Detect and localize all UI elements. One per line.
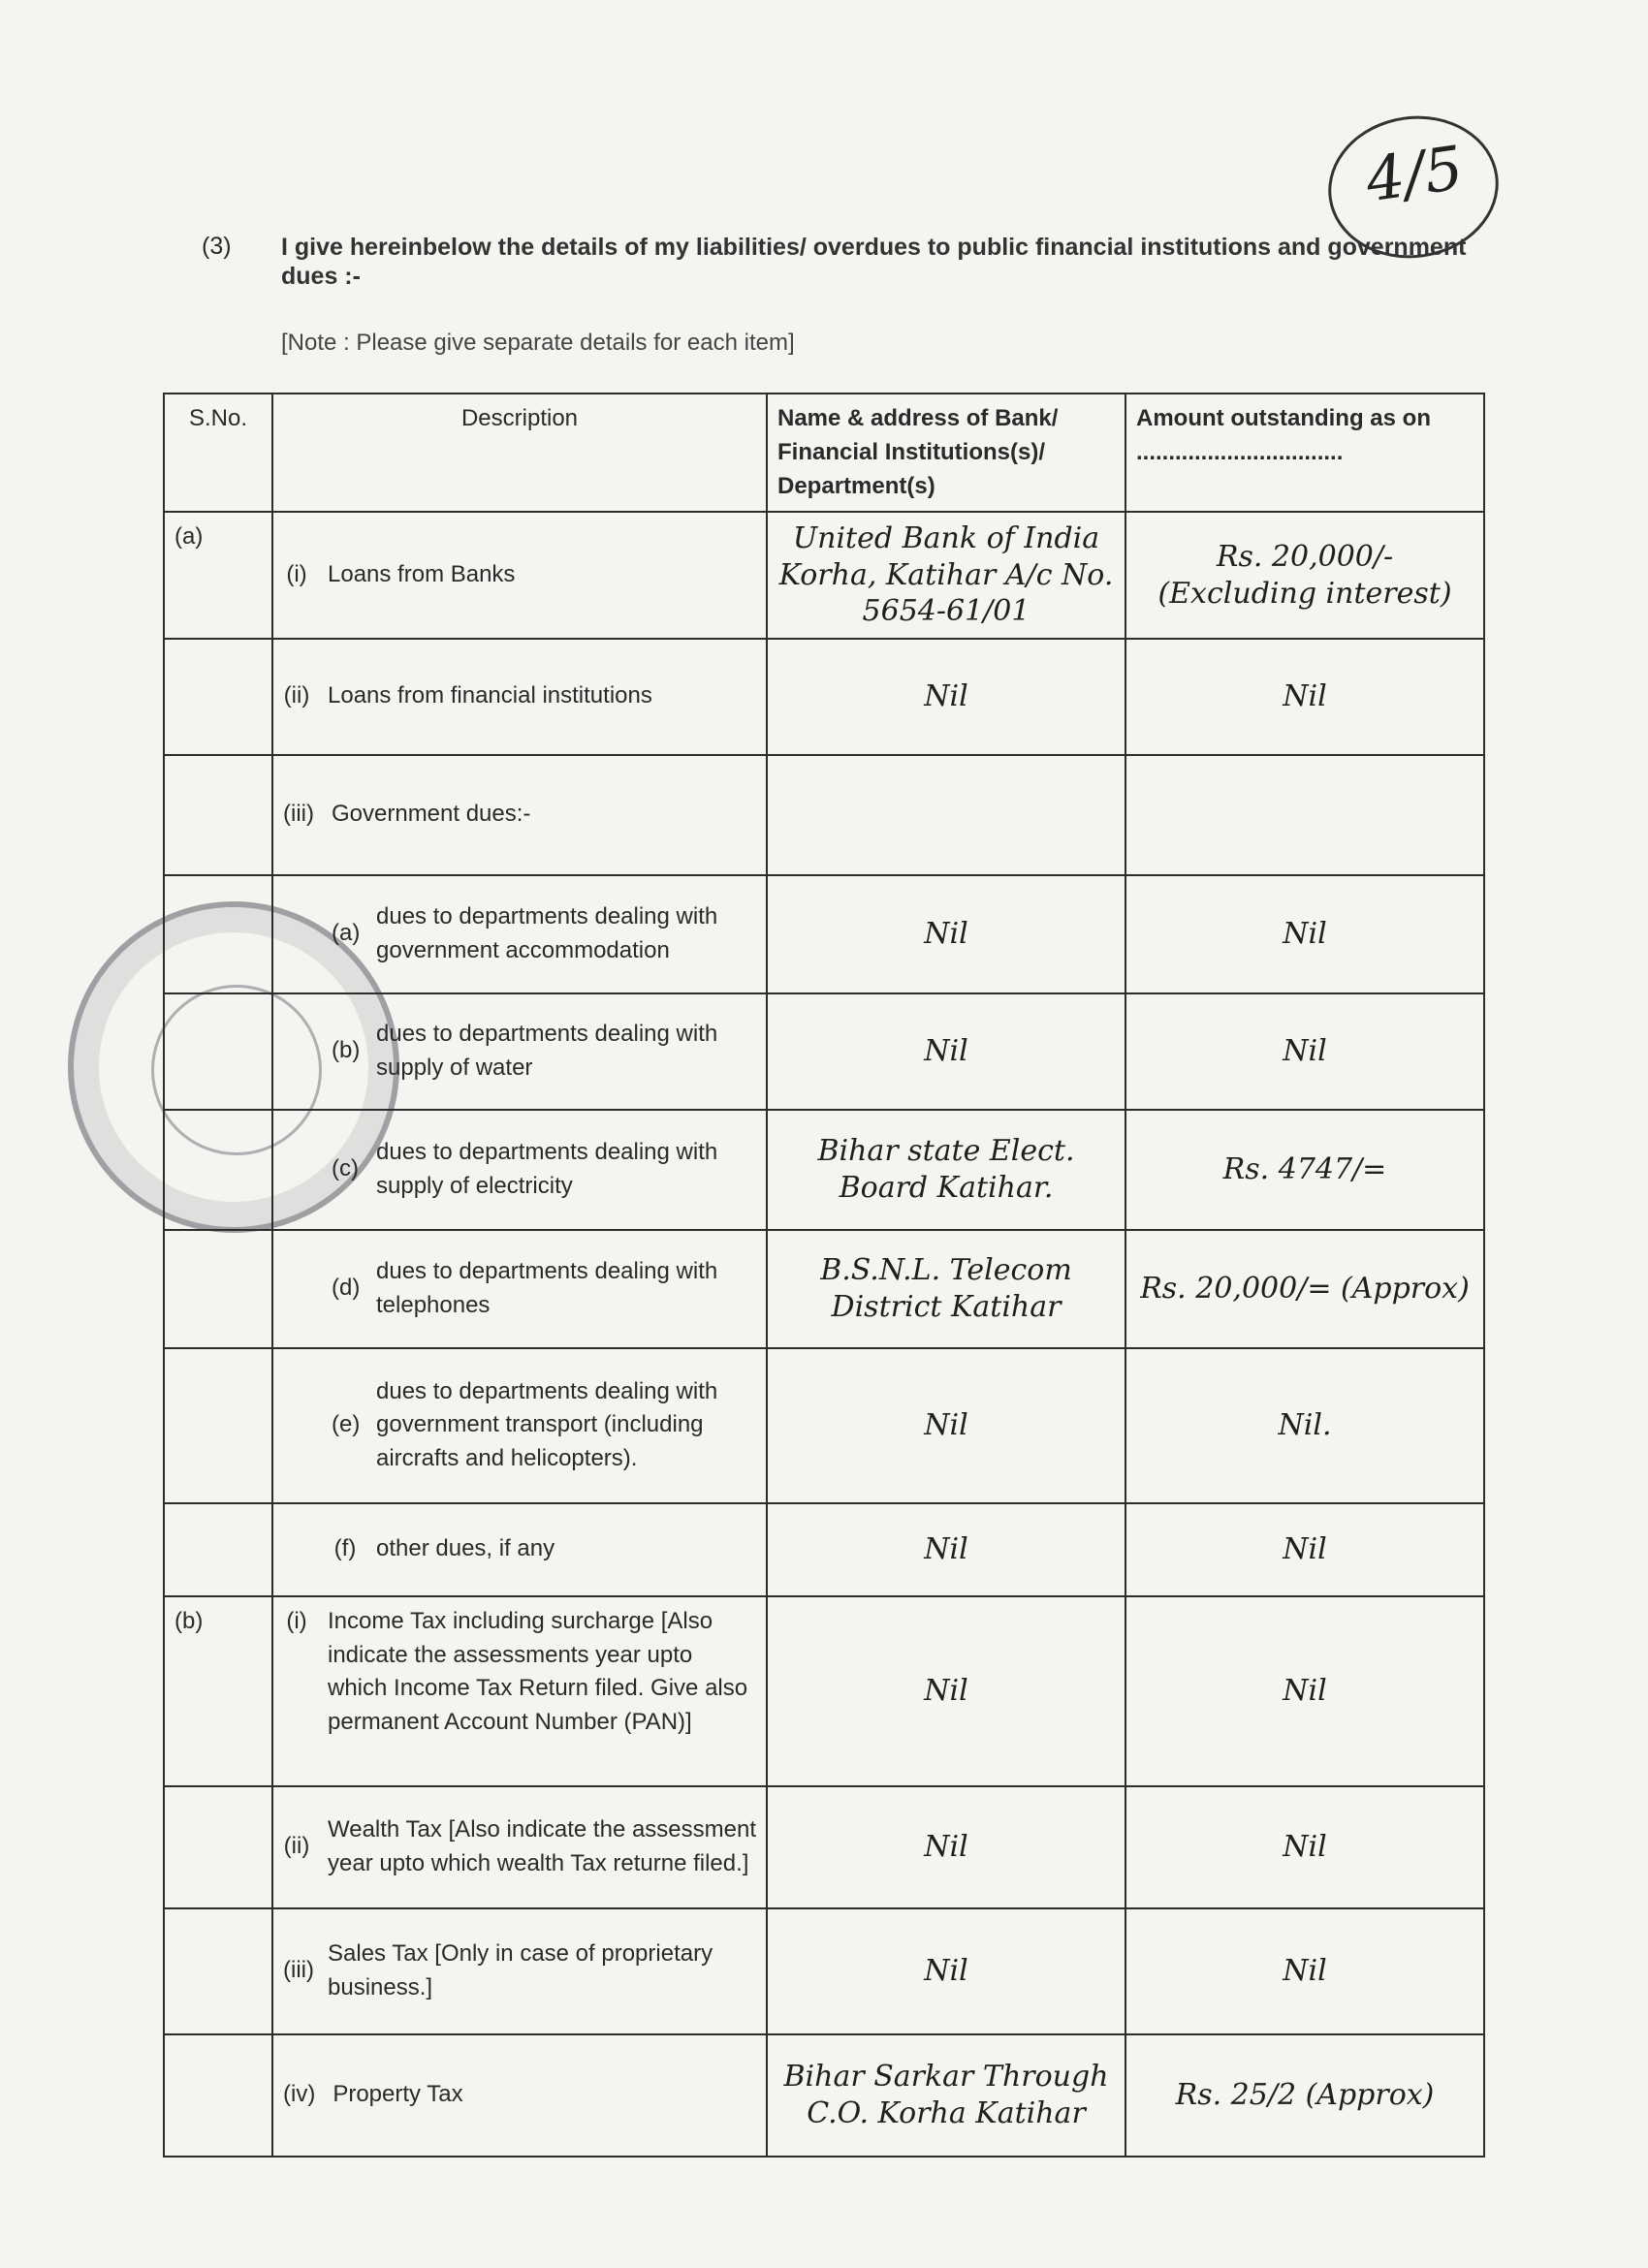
row-sno: (b) xyxy=(164,1596,272,1786)
row-number: (a) xyxy=(332,920,361,947)
row-number: (iii) xyxy=(283,1957,314,1984)
row-amount: Nil xyxy=(1125,1786,1484,1908)
row-number: (ii) xyxy=(283,682,310,709)
row-description-text: dues to departments dealing with telephones xyxy=(376,1258,718,1318)
row-number: (iv) xyxy=(283,2081,316,2108)
row-description xyxy=(272,993,767,1110)
row-number: (e) xyxy=(332,1411,361,1438)
row-sno xyxy=(164,993,272,1110)
row-sno xyxy=(164,1348,272,1503)
table-row xyxy=(164,1596,1484,1786)
row-description-text: dues to departments dealing with supply of electricity xyxy=(376,1139,718,1199)
row-description xyxy=(272,875,767,993)
row-sno xyxy=(164,1110,272,1230)
row-bank: Nil xyxy=(767,1908,1125,2034)
row-amount: Rs. 20,000/= (Approx) xyxy=(1125,1230,1484,1348)
row-sno xyxy=(164,1503,272,1596)
row-description xyxy=(272,1503,767,1596)
row-description-text: dues to departments dealing with government transport (including aircrafts and helicopters). xyxy=(376,1377,718,1472)
row-sno xyxy=(164,639,272,755)
header-description: Description xyxy=(272,394,767,512)
table-row xyxy=(164,1348,1484,1503)
table-row xyxy=(164,1786,1484,1908)
row-bank: B.S.N.L. Telecom District Katihar xyxy=(767,1230,1125,1348)
row-bank: Nil xyxy=(767,1786,1125,1908)
row-description xyxy=(272,1348,767,1503)
table-row xyxy=(164,512,1484,639)
section-index: (3) xyxy=(202,233,232,260)
table-row xyxy=(164,993,1484,1110)
header-amount: Amount outstanding as on ................................ xyxy=(1125,394,1484,512)
table-row xyxy=(164,755,1484,875)
row-description xyxy=(272,1230,767,1348)
row-amount: Rs. 25/2 (Approx) xyxy=(1125,2034,1484,2157)
row-sno xyxy=(164,875,272,993)
row-amount: Nil xyxy=(1125,1596,1484,1786)
row-description xyxy=(272,1596,767,1786)
table-row xyxy=(164,875,1484,993)
row-sno xyxy=(164,1908,272,2034)
row-bank: Nil xyxy=(767,1503,1125,1596)
row-bank: Nil xyxy=(767,639,1125,755)
row-amount: Nil xyxy=(1125,875,1484,993)
section-heading: I give hereinbelow the details of my liabilities/ overdues to public financial institutions and government dues :- xyxy=(281,234,1467,290)
header-bank: Name & address of Bank/ Financial Institutions(s)/ Department(s) xyxy=(767,394,1125,512)
table-row xyxy=(164,1230,1484,1348)
row-amount: Rs. 20,000/- (Excluding interest) xyxy=(1125,512,1484,639)
table-header-row xyxy=(164,394,1484,512)
page-number: 4/5 xyxy=(1361,132,1468,216)
row-description xyxy=(272,1908,767,2034)
row-description xyxy=(272,1110,767,1230)
row-amount: Nil xyxy=(1125,1908,1484,2034)
row-description-text: Wealth Tax [Also indicate the assessment year upto which wealth Tax returne filed.] xyxy=(328,1816,757,1876)
row-bank: United Bank of India Korha, Katihar A/c No. 5654-61/01 xyxy=(767,512,1125,639)
row-description-text: Loans from financial institutions xyxy=(328,682,652,709)
row-bank: Nil xyxy=(767,1596,1125,1786)
row-number: (i) xyxy=(286,1607,307,1634)
row-description-text: Government dues:- xyxy=(331,801,531,828)
row-description-text: dues to departments dealing with government accommodation xyxy=(376,903,718,963)
row-sno xyxy=(164,1786,272,1908)
row-amount: Nil xyxy=(1125,993,1484,1110)
row-bank: Nil xyxy=(767,1348,1125,1503)
table-row xyxy=(164,1908,1484,2034)
row-amount: Rs. 4747/= xyxy=(1125,1110,1484,1230)
table-row xyxy=(164,1110,1484,1230)
row-number: (ii) xyxy=(283,1833,310,1860)
row-description-text: dues to departments dealing with supply of water xyxy=(376,1021,718,1081)
row-description-text: Income Tax including surcharge [Also indicate the assessments year upto which Income Tax Return filed. Give also permanent Account Number (PAN)] xyxy=(328,1607,748,1736)
row-bank: Bihar state Elect. Board Katihar. xyxy=(767,1110,1125,1230)
row-number: (f) xyxy=(333,1535,357,1562)
row-description-text: Loans from Banks xyxy=(328,561,516,588)
row-description-text: Sales Tax [Only in case of proprietary business.] xyxy=(328,1940,713,2000)
section-note: [Note : Please give separate details for each item] xyxy=(281,330,795,356)
table-row xyxy=(164,639,1484,755)
table-row xyxy=(164,1503,1484,1596)
row-description-text: Property Tax xyxy=(333,2081,463,2108)
table-row xyxy=(164,2034,1484,2157)
row-bank: Bihar Sarkar Through C.O. Korha Katihar xyxy=(767,2034,1125,2157)
row-bank xyxy=(767,755,1125,875)
header-sno: S.No. xyxy=(164,394,272,512)
row-description xyxy=(272,1786,767,1908)
row-bank: Nil xyxy=(767,875,1125,993)
row-number: (i) xyxy=(286,561,307,588)
row-description xyxy=(272,512,767,639)
row-amount: Nil. xyxy=(1125,1348,1484,1503)
row-number: (c) xyxy=(332,1155,359,1182)
row-description xyxy=(272,2034,767,2157)
row-amount: Nil xyxy=(1125,639,1484,755)
row-number: (b) xyxy=(332,1037,361,1064)
row-sno xyxy=(164,1230,272,1348)
row-amount: Nil xyxy=(1125,1503,1484,1596)
row-amount xyxy=(1125,755,1484,875)
row-sno xyxy=(164,2034,272,2157)
row-sno: (a) xyxy=(164,512,272,639)
row-number: (iii) xyxy=(283,801,314,828)
row-number: (d) xyxy=(332,1275,361,1302)
row-sno xyxy=(164,755,272,875)
row-bank: Nil xyxy=(767,993,1125,1110)
row-description-text: other dues, if any xyxy=(376,1535,555,1562)
row-description xyxy=(272,639,767,755)
row-description xyxy=(272,755,767,875)
liabilities-table xyxy=(163,393,1485,2158)
